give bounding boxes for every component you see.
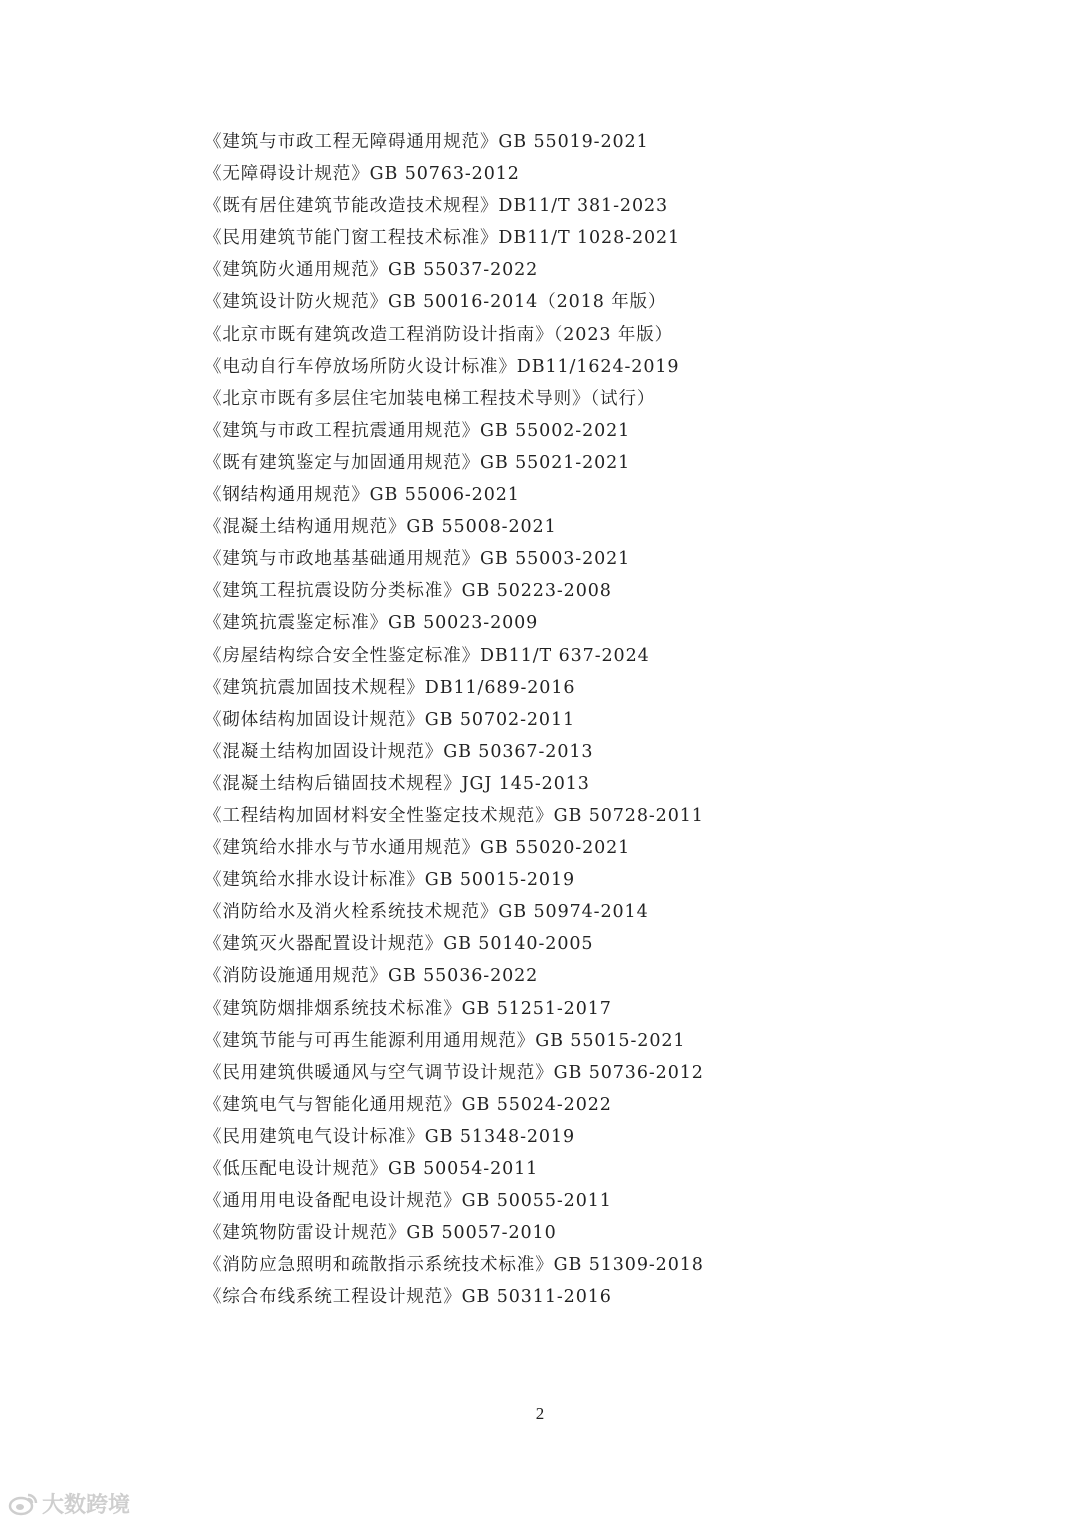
standard-item: 《工程结构加固材料安全性鉴定技术规范》GB 50728-2011 — [204, 805, 704, 826]
standard-item: 《民用建筑供暖通风与空气调节设计规范》GB 50736-2012 — [204, 1062, 704, 1083]
standard-item: 《低压配电设计规范》GB 50054-2011 — [204, 1159, 539, 1179]
standard-item: 《建筑给水排水设计标准》GB 50015-2019 — [204, 870, 576, 891]
standard-item: 《民用建筑节能门窗工程技术标准》DB11/T 1028-2021 — [204, 228, 681, 249]
standard-item: 《北京市既有多层住宅加装电梯工程技术导则》（试行） — [204, 388, 656, 409]
standard-item: 《建筑防火通用规范》GB 55037-2022 — [204, 260, 539, 281]
standard-item: 《通用用电设备配电设计规范》GB 50055-2011 — [204, 1191, 612, 1212]
standard-item: 《既有居住建筑节能改造技术规程》DB11/T 381-2023 — [204, 196, 669, 217]
weibo-logo-icon — [8, 1492, 38, 1516]
standard-item: 《建筑灭火器配置设计规范》GB 50140-2005 — [204, 934, 594, 955]
standard-item: 《建筑节能与可再生能源利用通用规范》GB 55015-2021 — [204, 1030, 686, 1051]
standard-item: 《综合布线系统工程设计规范》GB 50311-2016 — [204, 1287, 612, 1308]
standard-item: 《建筑抗震鉴定标准》GB 50023-2009 — [204, 613, 539, 634]
standard-item: 《北京市既有建筑改造工程消防设计指南》（2023 年版） — [204, 324, 674, 345]
standard-item: 《民用建筑电气设计标准》GB 51348-2019 — [204, 1126, 576, 1147]
standard-item: 《建筑设计防火规范》GB 50016-2014（2018 年版） — [204, 292, 667, 313]
standard-item: 《建筑防烟排烟系统技术标准》GB 51251-2017 — [204, 998, 612, 1019]
watermark-text: 大数跨境 — [42, 1493, 131, 1518]
standard-item: 《建筑与市政地基基础通用规范》GB 55003-2021 — [204, 549, 631, 570]
standard-item: 《建筑与市政工程无障碍通用规范》GB 55019-2021 — [204, 132, 649, 152]
watermark — [8, 1488, 130, 1519]
standard-item: 《建筑物防雷设计规范》GB 50057-2010 — [204, 1223, 557, 1244]
standards-list — [204, 126, 964, 1313]
standard-item: 《砌体结构加固设计规范》GB 50702-2011 — [204, 709, 576, 730]
standard-item: 《建筑给水排水与节水通用规范》GB 55020-2021 — [204, 838, 631, 859]
standard-item: 《混凝土结构通用规范》GB 55008-2021 — [204, 517, 557, 538]
standard-item: 《混凝土结构后锚固技术规程》JGJ 145-2013 — [204, 773, 590, 794]
standard-item: 《消防给水及消火栓系统技术规范》GB 50974-2014 — [204, 902, 649, 923]
standard-item: 《房屋结构综合安全性鉴定标准》DB11/T 637-2024 — [204, 645, 650, 666]
standard-item: 《建筑抗震加固技术规程》DB11/689-2016 — [204, 677, 576, 698]
standard-item: 《既有建筑鉴定与加固通用规范》GB 55021-2021 — [204, 452, 631, 473]
standard-item: 《建筑电气与智能化通用规范》GB 55024-2022 — [204, 1094, 612, 1115]
standard-item: 《建筑与市政工程抗震通用规范》GB 55002-2021 — [204, 420, 631, 441]
page-number: 2 — [535, 1404, 545, 1423]
standard-item: 《无障碍设计规范》GB 50763-2012 — [204, 164, 520, 185]
standard-item: 《建筑工程抗震设防分类标准》GB 50223-2008 — [204, 581, 612, 602]
standard-item: 《消防设施通用规范》GB 55036-2022 — [204, 966, 539, 987]
standard-item: 《混凝土结构加固设计规范》GB 50367-2013 — [204, 741, 594, 762]
standard-item: 《钢结构通用规范》GB 55006-2021 — [204, 485, 520, 506]
standard-item: 《消防应急照明和疏散指示系统技术标准》GB 51309-2018 — [204, 1255, 704, 1276]
standard-item: 《电动自行车停放场所防火设计标准》DB11/1624-2019 — [204, 356, 680, 377]
